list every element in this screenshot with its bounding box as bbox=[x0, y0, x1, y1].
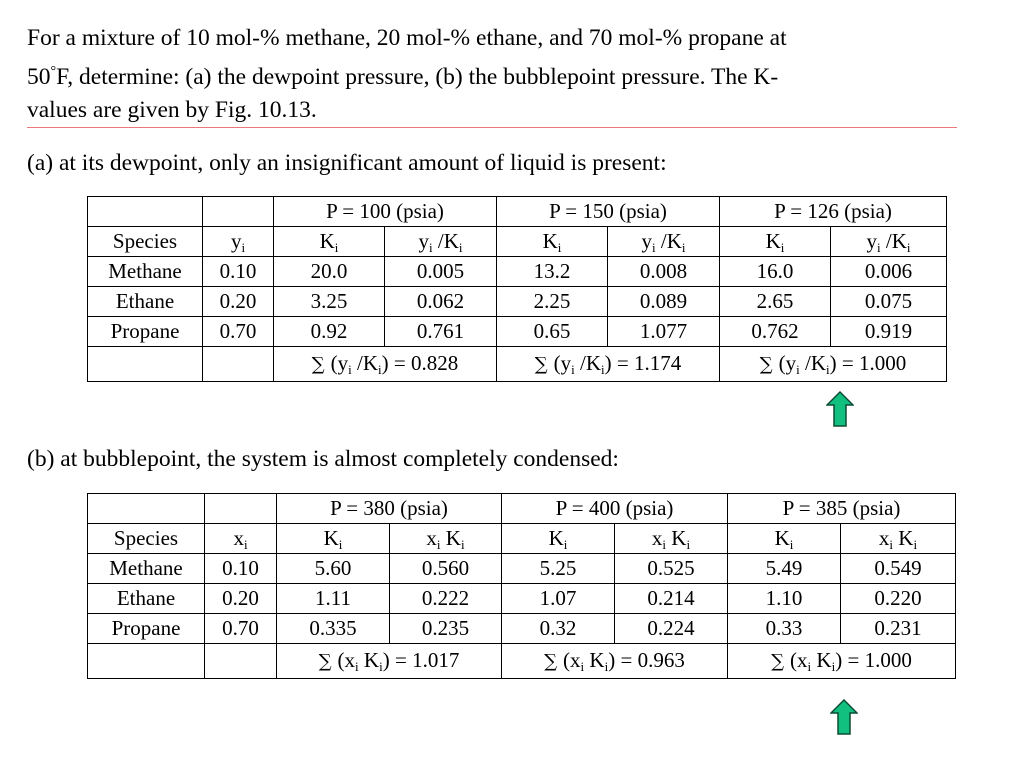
product-cell: 0.220 bbox=[841, 584, 956, 614]
k-cell: 3.25 bbox=[274, 287, 385, 317]
pressure-header: P = 380 (psia) bbox=[277, 494, 502, 524]
k-cell: 1.11 bbox=[277, 584, 390, 614]
table-row bbox=[88, 584, 956, 614]
sum-row bbox=[88, 644, 956, 679]
problem-line-2-prefix: 50 bbox=[27, 63, 51, 90]
k-cell: 0.33 bbox=[728, 614, 841, 644]
ratio-header: $y_i$ $/K_i$ bbox=[608, 227, 720, 257]
sigma-icon: ∑ bbox=[318, 651, 332, 672]
problem-line-2: F, determine: (a) the dewpoint pressure, (b) the bubblepoint pressure. The K- bbox=[56, 63, 779, 90]
species-cell: Ethane bbox=[88, 584, 205, 614]
up-arrow-icon bbox=[826, 391, 854, 427]
column-header-row bbox=[88, 524, 956, 554]
product-header: $x_i$ $K_i$ bbox=[390, 524, 502, 554]
k-cell: 0.335 bbox=[277, 614, 390, 644]
sum-cell: ∑ ($x_i$ $K_i) = 1.017$ bbox=[277, 644, 502, 679]
up-arrow-icon bbox=[830, 699, 858, 735]
species-cell: Propane bbox=[88, 614, 205, 644]
k-header: $K_i$ bbox=[502, 524, 615, 554]
empty-cell bbox=[205, 644, 277, 679]
sum-cell: ∑ ($x_i$ $K_i) = 0.963$ bbox=[502, 644, 728, 679]
fraction-cell: 0.20 bbox=[203, 287, 274, 317]
problem-line-3: values are given by Fig. 10.13. bbox=[27, 96, 317, 123]
ratio-cell: 1.077 bbox=[608, 317, 720, 347]
fraction-cell: 0.70 bbox=[203, 317, 274, 347]
table-row bbox=[88, 287, 947, 317]
species-cell: Ethane bbox=[88, 287, 203, 317]
k-cell: 5.60 bbox=[277, 554, 390, 584]
table-row bbox=[88, 614, 956, 644]
species-header: Species bbox=[88, 227, 203, 257]
k-cell: 1.07 bbox=[502, 584, 615, 614]
ratio-cell: 0.008 bbox=[608, 257, 720, 287]
k-cell: 5.49 bbox=[728, 554, 841, 584]
k-header: $K_i$ bbox=[497, 227, 608, 257]
column-header-row bbox=[88, 227, 947, 257]
ratio-cell: 0.089 bbox=[608, 287, 720, 317]
product-cell: 0.231 bbox=[841, 614, 956, 644]
pressure-header: P = 100 (psia) bbox=[274, 197, 497, 227]
empty-cell bbox=[203, 197, 274, 227]
divider-rule bbox=[27, 127, 957, 128]
k-cell: 0.762 bbox=[720, 317, 831, 347]
k-cell: 2.25 bbox=[497, 287, 608, 317]
empty-cell bbox=[205, 494, 277, 524]
sum-row bbox=[88, 347, 947, 382]
sum-cell: ∑ ($y_i$ $/K_i) = 1.000$ bbox=[720, 347, 947, 382]
bubblepoint-table bbox=[87, 493, 956, 679]
sigma-icon: ∑ bbox=[311, 354, 325, 375]
k-cell: 20.0 bbox=[274, 257, 385, 287]
k-cell: 13.2 bbox=[497, 257, 608, 287]
ratio-cell: 0.919 bbox=[831, 317, 947, 347]
product-cell: 0.560 bbox=[390, 554, 502, 584]
dewpoint-table bbox=[87, 196, 947, 382]
part-a-label: (a) at its dewpoint, only an insignificant amount of liquid is present: bbox=[27, 150, 667, 176]
table-row bbox=[88, 257, 947, 287]
product-cell: 0.222 bbox=[390, 584, 502, 614]
product-cell: 0.224 bbox=[615, 614, 728, 644]
ratio-cell: 0.005 bbox=[385, 257, 497, 287]
fraction-header: $y_i$ bbox=[203, 227, 274, 257]
k-header: $K_i$ bbox=[274, 227, 385, 257]
pressure-header: P = 385 (psia) bbox=[728, 494, 956, 524]
ratio-cell: 0.761 bbox=[385, 317, 497, 347]
k-cell: 16.0 bbox=[720, 257, 831, 287]
k-cell: 5.25 bbox=[502, 554, 615, 584]
k-header: $K_i$ bbox=[728, 524, 841, 554]
empty-cell bbox=[88, 197, 203, 227]
sum-cell: ∑ ($y_i$ $/K_i) = 1.174$ bbox=[497, 347, 720, 382]
sigma-icon: ∑ bbox=[771, 651, 785, 672]
degree-symbol: ° bbox=[50, 64, 57, 79]
product-cell: 0.549 bbox=[841, 554, 956, 584]
empty-cell bbox=[88, 347, 203, 382]
product-header: $x_i$ $K_i$ bbox=[615, 524, 728, 554]
problem-statement bbox=[27, 22, 957, 127]
product-header: $x_i$ $K_i$ bbox=[841, 524, 956, 554]
fraction-cell: 0.70 bbox=[205, 614, 277, 644]
sum-cell: ∑ ($x_i$ $K_i) = 1.000$ bbox=[728, 644, 956, 679]
table-row bbox=[88, 317, 947, 347]
fraction-cell: 0.10 bbox=[203, 257, 274, 287]
empty-cell bbox=[88, 644, 205, 679]
k-header: $K_i$ bbox=[277, 524, 390, 554]
empty-cell bbox=[88, 494, 205, 524]
ratio-cell: 0.006 bbox=[831, 257, 947, 287]
fraction-cell: 0.10 bbox=[205, 554, 277, 584]
species-header: Species bbox=[88, 524, 205, 554]
problem-line-1: For a mixture of 10 mol-% methane, 20 mol-% ethane, and 70 mol-% propane at bbox=[27, 25, 787, 51]
k-cell: 0.92 bbox=[274, 317, 385, 347]
ratio-header: $y_i$ $/K_i$ bbox=[831, 227, 947, 257]
sigma-icon: ∑ bbox=[534, 354, 548, 375]
part-b-label: (b) at bubblepoint, the system is almost completely condensed: bbox=[27, 446, 619, 472]
product-cell: 0.214 bbox=[615, 584, 728, 614]
pressure-header-row bbox=[88, 197, 947, 227]
product-cell: 0.525 bbox=[615, 554, 728, 584]
k-cell: 0.65 bbox=[497, 317, 608, 347]
ratio-header: $y_i$ $/K_i$ bbox=[385, 227, 497, 257]
pressure-header: P = 126 (psia) bbox=[720, 197, 947, 227]
k-cell: 0.32 bbox=[502, 614, 615, 644]
table-row bbox=[88, 554, 956, 584]
sigma-icon: ∑ bbox=[759, 354, 773, 375]
species-cell: Propane bbox=[88, 317, 203, 347]
empty-cell bbox=[203, 347, 274, 382]
pressure-header: P = 400 (psia) bbox=[502, 494, 728, 524]
ratio-cell: 0.075 bbox=[831, 287, 947, 317]
sigma-icon: ∑ bbox=[544, 651, 558, 672]
product-cell: 0.235 bbox=[390, 614, 502, 644]
k-header: $K_i$ bbox=[720, 227, 831, 257]
fraction-header: $x_i$ bbox=[205, 524, 277, 554]
k-cell: 1.10 bbox=[728, 584, 841, 614]
k-cell: 2.65 bbox=[720, 287, 831, 317]
ratio-cell: 0.062 bbox=[385, 287, 497, 317]
pressure-header: P = 150 (psia) bbox=[497, 197, 720, 227]
pressure-header-row bbox=[88, 494, 956, 524]
species-cell: Methane bbox=[88, 257, 203, 287]
species-cell: Methane bbox=[88, 554, 205, 584]
sum-cell: ∑ ($y_i$ $/K_i) = 0.828$ bbox=[274, 347, 497, 382]
fraction-cell: 0.20 bbox=[205, 584, 277, 614]
